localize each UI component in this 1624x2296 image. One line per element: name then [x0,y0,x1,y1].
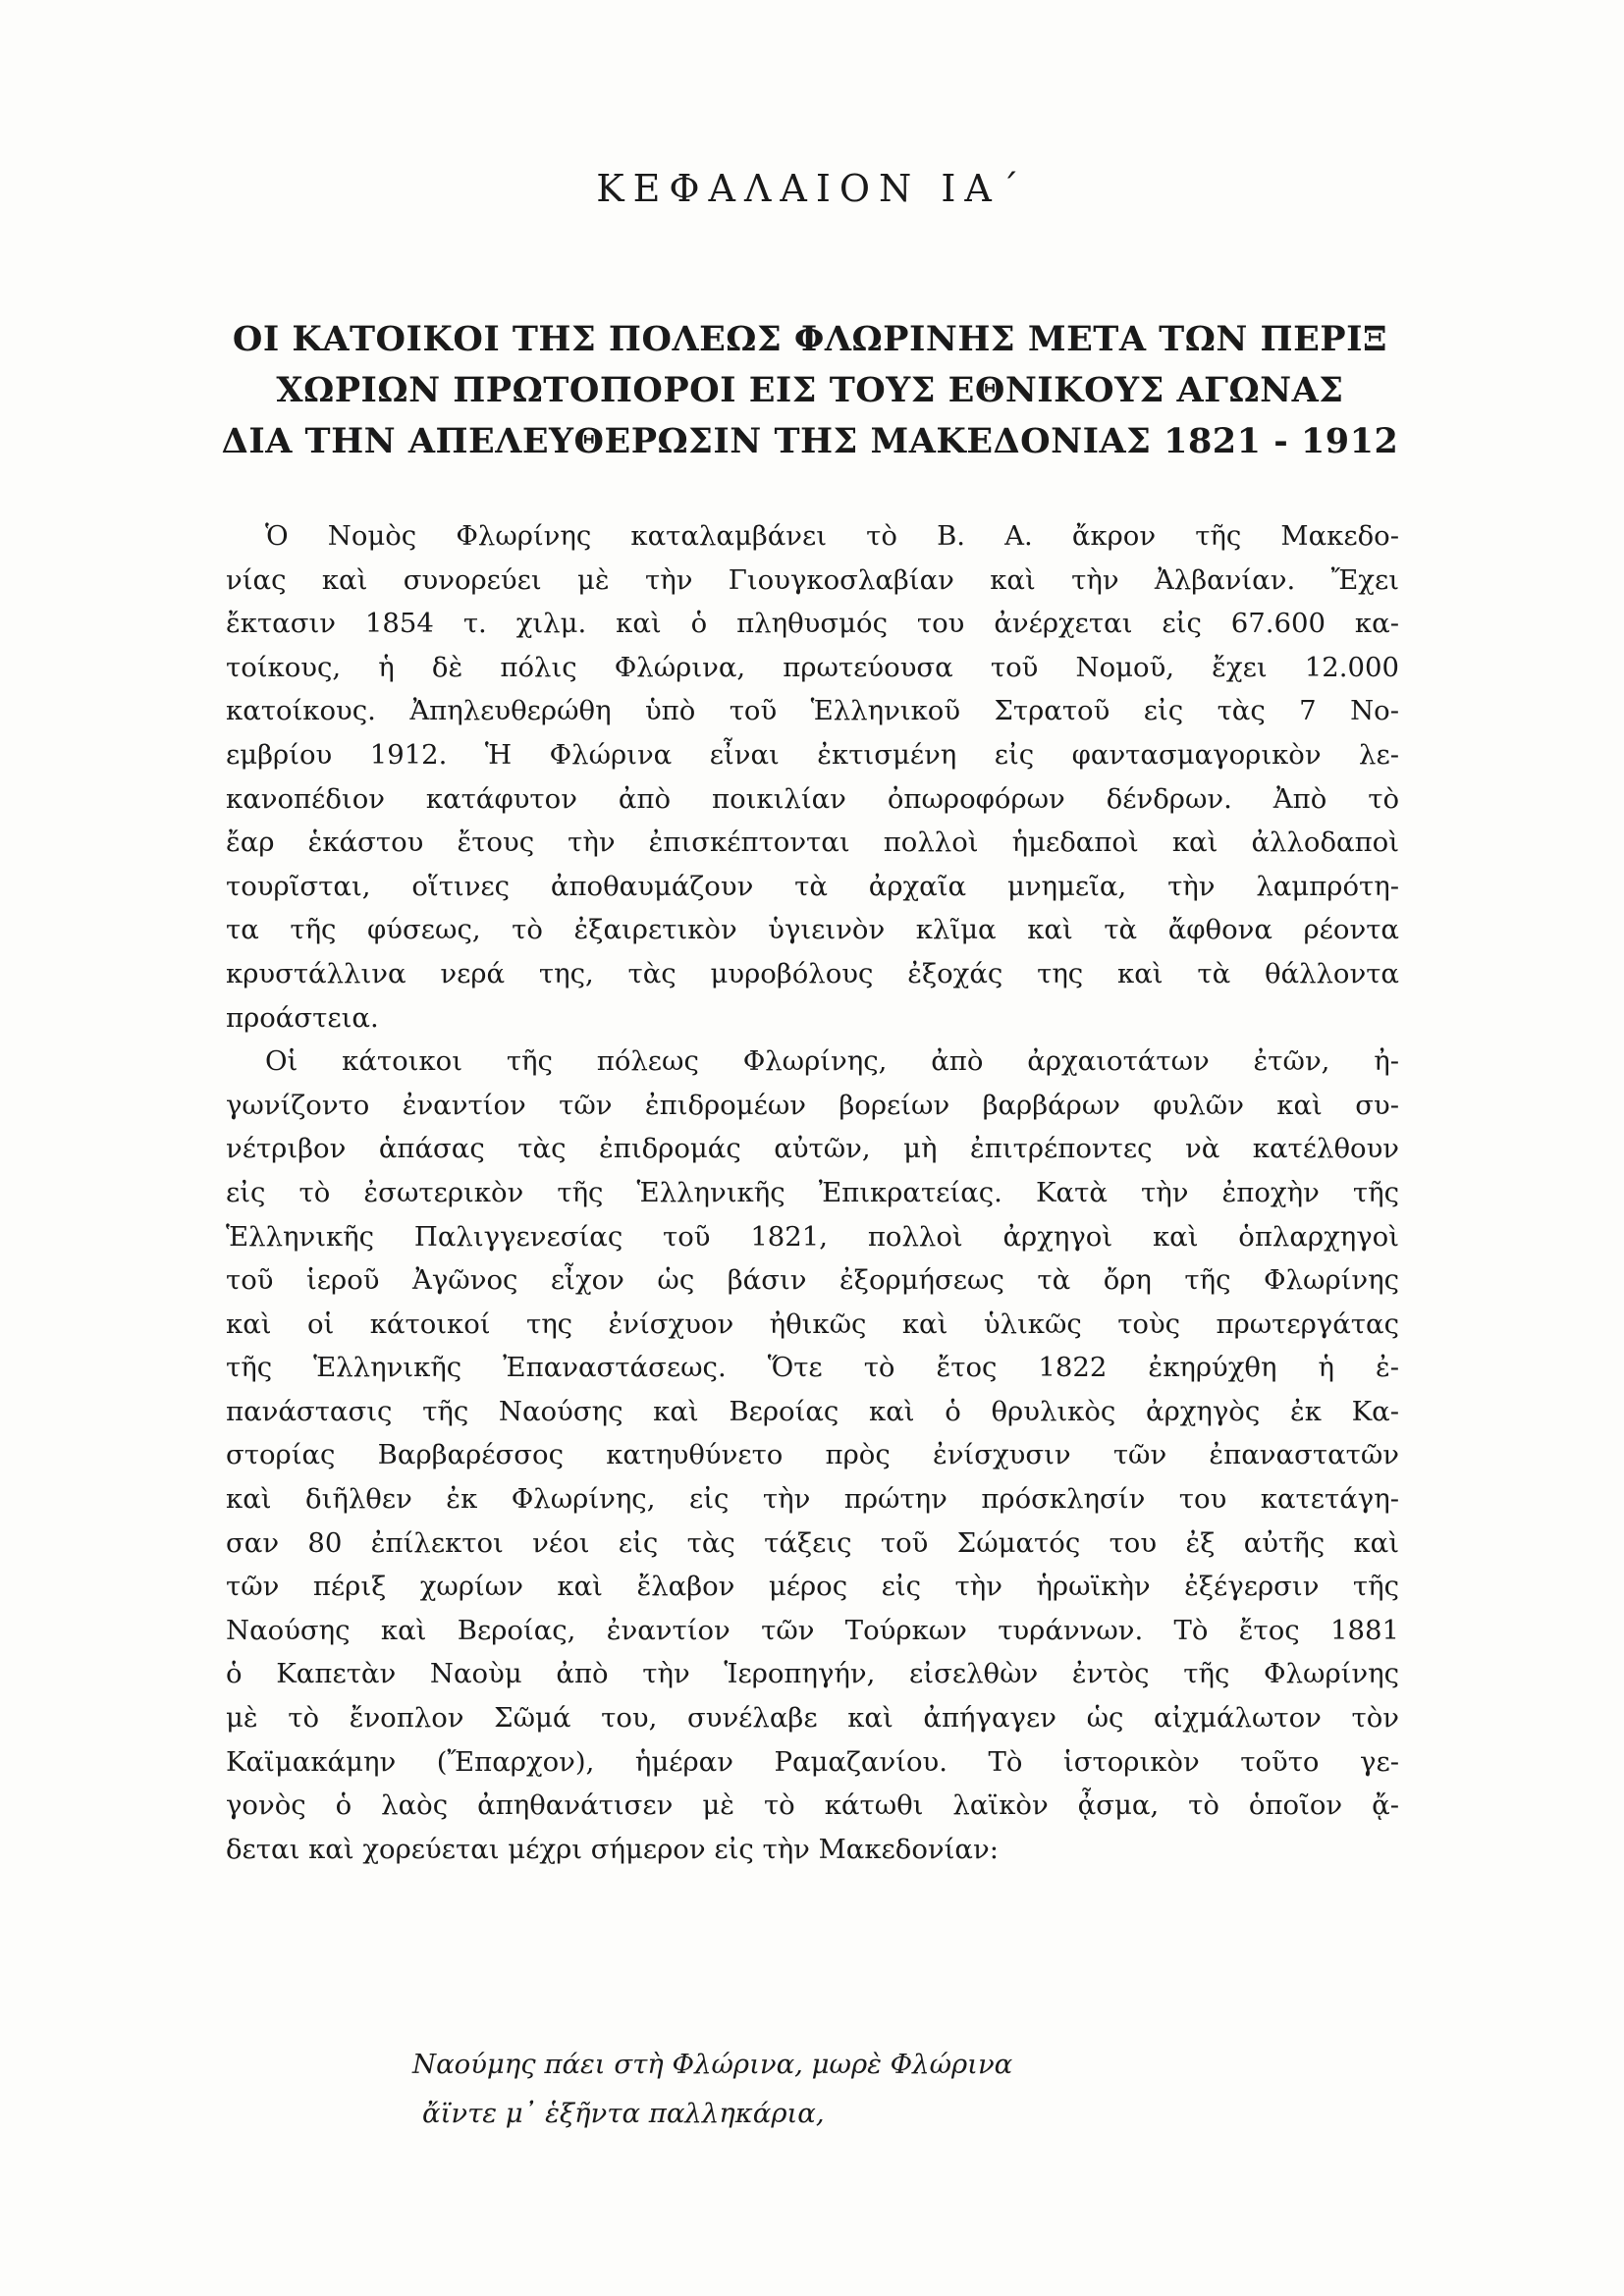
body-text [226,514,1399,1871]
text-line: καὶ διῆλθεν ἐκ Φλωρίνης, εἰς τὴν πρώτην πρόσκλησίν του κατετάγη- [226,1483,1399,1516]
text-line: γωνίζοντο ἐναντίον τῶν ἐπιδρομέων βορείων βαρβάρων φυλῶν καὶ συ- [226,1089,1399,1121]
chapter-title-line: ΧΩΡΙΩΝ ΠΡΩΤΟΠΟΡΟΙ ΕΙΣ ΤΟΥΣ ΕΘΝΙΚΟΥΣ ΑΓΩΝΑΣ [276,370,1344,410]
chapter-title-line: ΔΙΑ ΤΗΝ ΑΠΕΛΕΥΘΕΡΩΣΙΝ ΤΗΣ ΜΑΚΕΔΟΝΙΑΣ 1821 - 1912 [221,421,1399,461]
verse-line: ἄϊντε μ᾽ ἑξῆντα παλληκάρια, [422,2098,825,2129]
text-line: κατοίκους. Ἀπηλευθερώθη ὑπὸ τοῦ Ἑλληνικοῦ Στρατοῦ εἰς τὰς 7 Νο- [226,695,1399,727]
text-line: προάστεια. [226,1001,379,1034]
text-line: νέτριβον ἁπάσας τὰς ἐπιδρομάς αὐτῶν, μὴ ἐπιτρέποντες νὰ κατέλθουν [226,1133,1399,1165]
text-line: πανάστασις τῆς Ναούσης καὶ Βεροίας καὶ ὁ θρυλικὸς ἀρχηγὸς ἐκ Κα- [226,1395,1399,1427]
paragraph-1 [226,514,1399,1040]
text-line: ὁ Καπετὰν Ναοὺμ ἀπὸ τὴν Ἱεροπηγήν, εἰσελθὼν ἐντὸς τῆς Φλωρίνης [226,1658,1399,1690]
text-line: ἔκτασιν 1854 τ. χιλμ. καὶ ὁ πληθυσμός του ἀνέρχεται εἰς 67.600 κα- [226,608,1399,640]
text-line: εμβρίου 1912. Ἡ Φλώρινα εἶναι ἐκτισμένη εἰς φαντασμαγορικὸν λε- [226,738,1399,771]
chapter-title [196,314,1424,467]
text-line: τα τῆς φύσεως, τὸ ἐξαιρετικὸν ὑγιεινὸν κλῖμα καὶ τὰ ἄφθονα ρέοντα [226,914,1399,946]
text-line: τῶν πέριξ χωρίων καὶ ἔλαβον μέρος εἰς τὴν ἡρωϊκὴν ἐξέγερσιν τῆς [226,1571,1399,1603]
text-line: στορίας Βαρβαρέσσος κατηυθύνετο πρὸς ἐνίσχυσιν τῶν ἐπαναστατῶν [226,1439,1399,1471]
text-line: σαν 80 ἐπίλεκτοι νέοι εἰς τὰς τάξεις τοῦ Σώματός του ἐξ αὐτῆς καὶ [226,1526,1399,1559]
text-line: Ἑλληνικῆς Παλιγγενεσίας τοῦ 1821, πολλοὶ ἀρχηγοὶ καὶ ὁπλαρχηγοὶ [226,1220,1399,1253]
text-line: κανοπέδιον κατάφυτον ἀπὸ ποικιλίαν ὀπωροφόρων δένδρων. Ἀπὸ τὸ [226,782,1399,815]
text-line: γονὸς ὁ λαὸς ἀπηθανάτισεν μὲ τὸ κάτωθι λαϊκὸν ᾆσμα, τὸ ὁποῖον ᾄ- [226,1789,1399,1822]
chapter-title-line: ΟΙ ΚΑΤΟΙΚΟΙ ΤΗΣ ΠΟΛΕΩΣ ΦΛΩΡΙΝΗΣ ΜΕΤΑ ΤΩΝ ΠΕΡΙΞ [232,319,1388,359]
text-line: νίας καὶ συνορεύει μὲ τὴν Γιουγκοσλαβίαν καὶ τὴν Ἀλβανίαν. Ἔχει [226,563,1399,596]
text-line: τουρῖσται, οἵτινες ἀποθαυμάζουν τὰ ἀρχαῖα μνημεῖα, τὴν λαμπρότη- [226,870,1399,902]
text-line: καὶ οἱ κάτοικοί της ἐνίσχυον ἠθικῶς καὶ ὑλικῶς τοὺς πρωτεργάτας [226,1308,1399,1340]
text-line: μὲ τὸ ἔνοπλον Σῶμά του, συνέλαβε καὶ ἀπήγαγεν ὡς αἰχμάλωτον τὸν [226,1702,1399,1735]
text-line: Καϊμακάμην (Ἔπαρχον), ἡμέραν Ραμαζανίου. Τὸ ἱστορικὸν τοῦτο γε- [226,1745,1399,1778]
folk-song-verse [412,2040,1296,2138]
text-line: Ναούσης καὶ Βεροίας, ἐναντίον τῶν Τούρκων τυράννων. Τὸ ἔτος 1881 [226,1614,1399,1646]
text-line: κρυστάλλινα νερά της, τὰς μυροβόλους ἐξοχάς της καὶ τὰ θάλλοντα [226,957,1399,989]
text-line: δεται καὶ χορεύεται μέχρι σήμερον εἰς τὴν Μακεδονίαν: [226,1833,999,1865]
paragraph-2 [226,1040,1399,1871]
chapter-heading: ΚΕΦΑΛΑΙΟΝ ΙΑ΄ [596,167,1028,210]
text-line: ἔαρ ἑκάστου ἔτους τὴν ἐπισκέπτονται πολλοὶ ἡμεδαποὶ καὶ ἀλλοδαποὶ [226,827,1399,859]
text-line: Οἱ κάτοικοι τῆς πόλεως Φλωρίνης, ἀπὸ ἀρχαιοτάτων ἐτῶν, ἠ- [265,1045,1399,1078]
text-line: τοῦ ἱεροῦ Ἀγῶνος εἶχον ὡς βάσιν ἐξορμήσεως τὰ ὄρη τῆς Φλωρίνης [226,1264,1399,1297]
text-line: Ὁ Νομὸς Φλωρίνης καταλαμβάνει τὸ Β. Α. ἄκρον τῆς Μακεδο- [265,520,1399,552]
text-line: τῆς Ἑλληνικῆς Ἐπαναστάσεως. Ὅτε τὸ ἔτος 1822 ἐκηρύχθη ἡ ἐ- [226,1352,1399,1384]
text-line: τοίκους, ἡ δὲ πόλις Φλώρινα, πρωτεύουσα τοῦ Νομοῦ, ἔχει 12.000 [226,651,1399,683]
text-line: εἰς τὸ ἐσωτερικὸν τῆς Ἑλληνικῆς Ἐπικρατείας. Κατὰ τὴν ἐποχὴν τῆς [226,1176,1399,1208]
verse-line: Ναούμης πάει στὴ Φλώρινα, μωρὲ Φλώρινα [412,2049,1013,2080]
